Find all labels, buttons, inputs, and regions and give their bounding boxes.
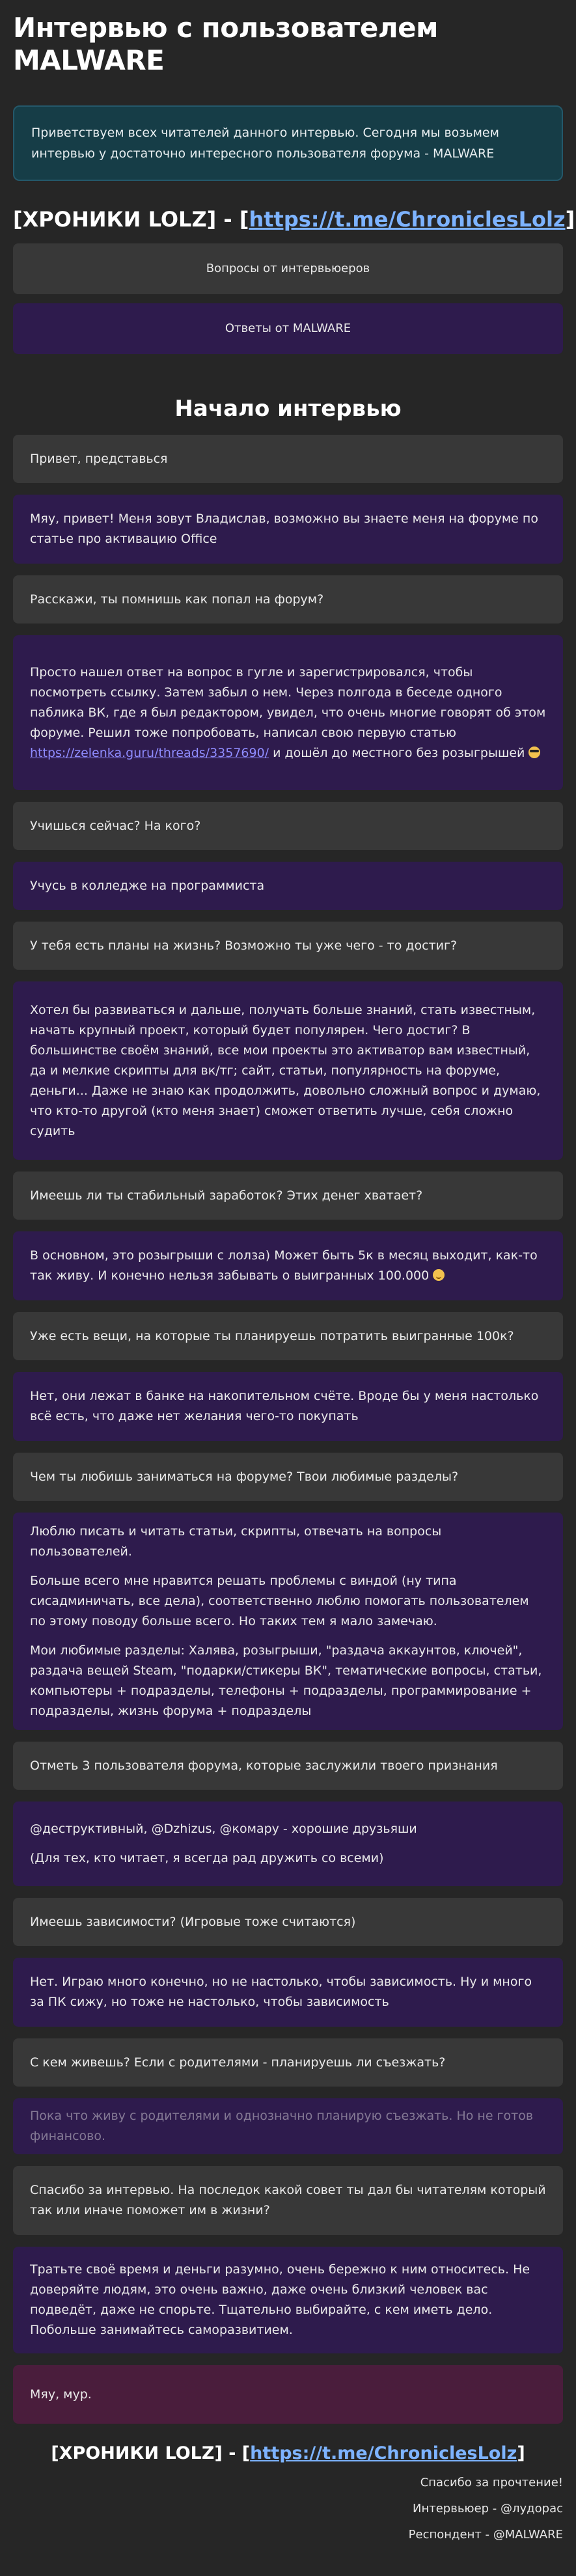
question-text: Спасибо за интервью. На последок какой совет ты дал бы читателям который так или иначе поможет им в жизни? xyxy=(30,2183,546,2217)
article-link[interactable]: https://zelenka.guru/threads/3357690/ xyxy=(30,745,269,760)
answer-text: Хотел бы развиваться и дальше, получать больше знаний, стать известным, начать крупный проект, который будет популярен. Чего достиг? В большинстве своём знаний, все мои проекты это активатор вам известный, да и мелкие скрипты для вк/тг; сайт, статьи, популярность на форуме, деньги... Даже не знаю как продолжить, довольно сложный вопрос и думаю, что кто-то другой (кто меня знает) сможет ответить лучше, себя сложно судить xyxy=(30,1002,541,1138)
answer-card xyxy=(13,862,563,910)
answer-text: Учусь в колледже на программиста xyxy=(30,878,265,893)
channel-link[interactable]: https://t.me/ChroniclesLolz xyxy=(249,207,566,232)
answer-text: Тратьте своё время и деньги разумно, очень бережно к ним относитесь. Не доверяйте людям, это очень важно, даже очень близкий человек вас подведёт, даже не спорьте. Тщательно выбирайте, с кем иметь дело. Побольше занимайтесь саморазвитием. xyxy=(30,2262,530,2337)
question-card xyxy=(13,1453,563,1501)
question-text: Отметь 3 пользователя форума, которые заслужили твоего признания xyxy=(30,1758,498,1773)
final-answer-card xyxy=(13,2365,563,2424)
answer-card xyxy=(13,2247,563,2353)
answer-text: Нет, они лежат в банке на накопительном счёте. Вроде бы у меня настолько всё есть, что даже нет желания чего-то покупать xyxy=(30,1389,539,1423)
answer-paragraph: Больше всего мне нравится решать проблемы с виндой (ну типа сисадминичать, все дела), соответственно люблю помогать пользователем по этому поводу больше всего. Но таких тем я мало замечаю. xyxy=(30,1573,529,1628)
answer-text: Мяу, мур. xyxy=(30,2387,92,2402)
footer-channel-heading xyxy=(13,2442,563,2465)
answer-text-tail: и дошёл до местного без розыгрышей xyxy=(269,745,529,760)
answer-card xyxy=(13,1802,563,1886)
answer-card xyxy=(13,1513,563,1730)
question-text: Привет, представься xyxy=(30,451,168,466)
respondent-credit: Респондент - @MALWARE xyxy=(408,2528,563,2542)
answer-paragraph: (Для тех, кто читает, я всегда рад дружить со всеми) xyxy=(30,1851,384,1865)
answer-text: Нет. Играю много конечно, но не настолько, чтобы зависимость. Ну и много за ПК сижу, но тоже не настолько, чтобы зависимость xyxy=(30,1975,532,2009)
question-text: Имеешь зависимости? (Игровые тоже считаются) xyxy=(30,1914,356,1929)
answer-card xyxy=(13,1231,563,1300)
question-text: Расскажи, ты помнишь как попал на форум? xyxy=(30,592,324,607)
sunglasses-emoji-icon xyxy=(528,747,540,758)
intro-banner: Приветствуем всех читателей данного интервью. Сегодня мы возьмем интервью у достаточно интересного пользователя форума - MALWARE xyxy=(13,105,563,181)
answer-paragraph: Мои любимые разделы: Халява, розыгрыши, "раздача аккаунтов, ключей", раздача вещей Steam, "подарки/стикеры ВК", тематические вопросы, статьи, компьютеры + подразделы, телефоны + подразделы, программирование + подразделы, жизнь форума + подразделы xyxy=(30,1643,542,1718)
thanks-text: Спасибо за прочтение! xyxy=(420,2476,563,2489)
question-card xyxy=(13,922,563,970)
question-card xyxy=(13,2038,563,2087)
answer-text xyxy=(30,663,546,763)
question-card xyxy=(13,1742,563,1790)
question-card xyxy=(13,575,563,623)
question-text: У тебя есть планы на жизнь? Возможно ты уже чего - то достиг? xyxy=(30,938,458,953)
page-title: Интервью с пользователем MALWARE xyxy=(13,12,438,76)
channel-prefix: [ХРОНИКИ LOLZ] - [ xyxy=(51,2443,251,2463)
question-text: Имеешь ли ты стабильный заработок? Этих денег хватает? xyxy=(30,1188,423,1203)
question-text: Уже есть вещи, на которые ты планируешь потратить выигранные 100к? xyxy=(30,1328,514,1343)
section-title: Начало интервью xyxy=(174,396,402,422)
channel-prefix: [ХРОНИКИ LOLZ] - [ xyxy=(13,207,249,232)
interviewer-credit: Интервьюер - @лудорас xyxy=(413,2502,563,2515)
questions-legend-button[interactable]: Вопросы от интервьюеров xyxy=(13,243,563,294)
answer-text-body: В основном, это розыгрыши с лолза) Может быть 5к в месяц выходит, как-то так живу. И конечно нельзя забывать о выигранных 100.000 xyxy=(30,1248,538,1283)
answers-legend-button[interactable]: Ответы от MALWARE xyxy=(13,303,563,354)
question-card xyxy=(13,435,563,483)
answer-paragraph: @деструктивный, @Dzhizus, @комару - хорошие друзьяши xyxy=(30,1822,417,1836)
channel-suffix: ] xyxy=(517,2443,525,2463)
channel-suffix: ] xyxy=(565,207,575,232)
answer-card xyxy=(13,981,563,1160)
answer-card xyxy=(13,1372,563,1441)
question-text: С кем живешь? Если с родителями - планируешь ли съезжать? xyxy=(30,2055,446,2070)
answer-card xyxy=(13,495,563,564)
question-card xyxy=(13,2166,563,2235)
answer-text-body: Просто нашел ответ на вопрос в гугле и зарегистрировался, чтобы посмотреть ссылку. Затем забыл о нем. Через полгода в беседе одного паблика ВК, где я был редактором, увидел, что очень многие говорят об этом форуме. Решил тоже попробовать, написал свою первую статью xyxy=(30,665,546,740)
answer-card xyxy=(13,635,563,790)
answer-paragraph: Люблю писать и читать статьи, скрипты, отвечать на вопросы пользователей. xyxy=(30,1524,442,1559)
smile-emoji-icon xyxy=(433,1269,445,1281)
question-card xyxy=(13,1172,563,1220)
answer-text xyxy=(30,1246,546,1286)
question-card xyxy=(13,1898,563,1946)
question-text: Учишься сейчас? На кого? xyxy=(30,818,201,833)
channel-heading xyxy=(13,204,575,234)
answer-text: Мяу, привет! Меня зовут Владислав, возможно вы знаете меня на форуме по статье про активацию Office xyxy=(30,512,538,546)
footer-channel-link[interactable]: https://t.me/ChroniclesLolz xyxy=(250,2443,517,2463)
question-card xyxy=(13,802,563,850)
answer-card xyxy=(13,2098,563,2154)
credits xyxy=(13,2474,563,2543)
answer-text: Пока что живу с родителями и однозначно планирую съезжать. Но не готов финансово. xyxy=(30,2109,534,2143)
answer-card xyxy=(13,1958,563,2027)
question-text: Чем ты любишь заниматься на форуме? Твои любимые разделы? xyxy=(30,1469,459,1484)
question-card xyxy=(13,1312,563,1360)
